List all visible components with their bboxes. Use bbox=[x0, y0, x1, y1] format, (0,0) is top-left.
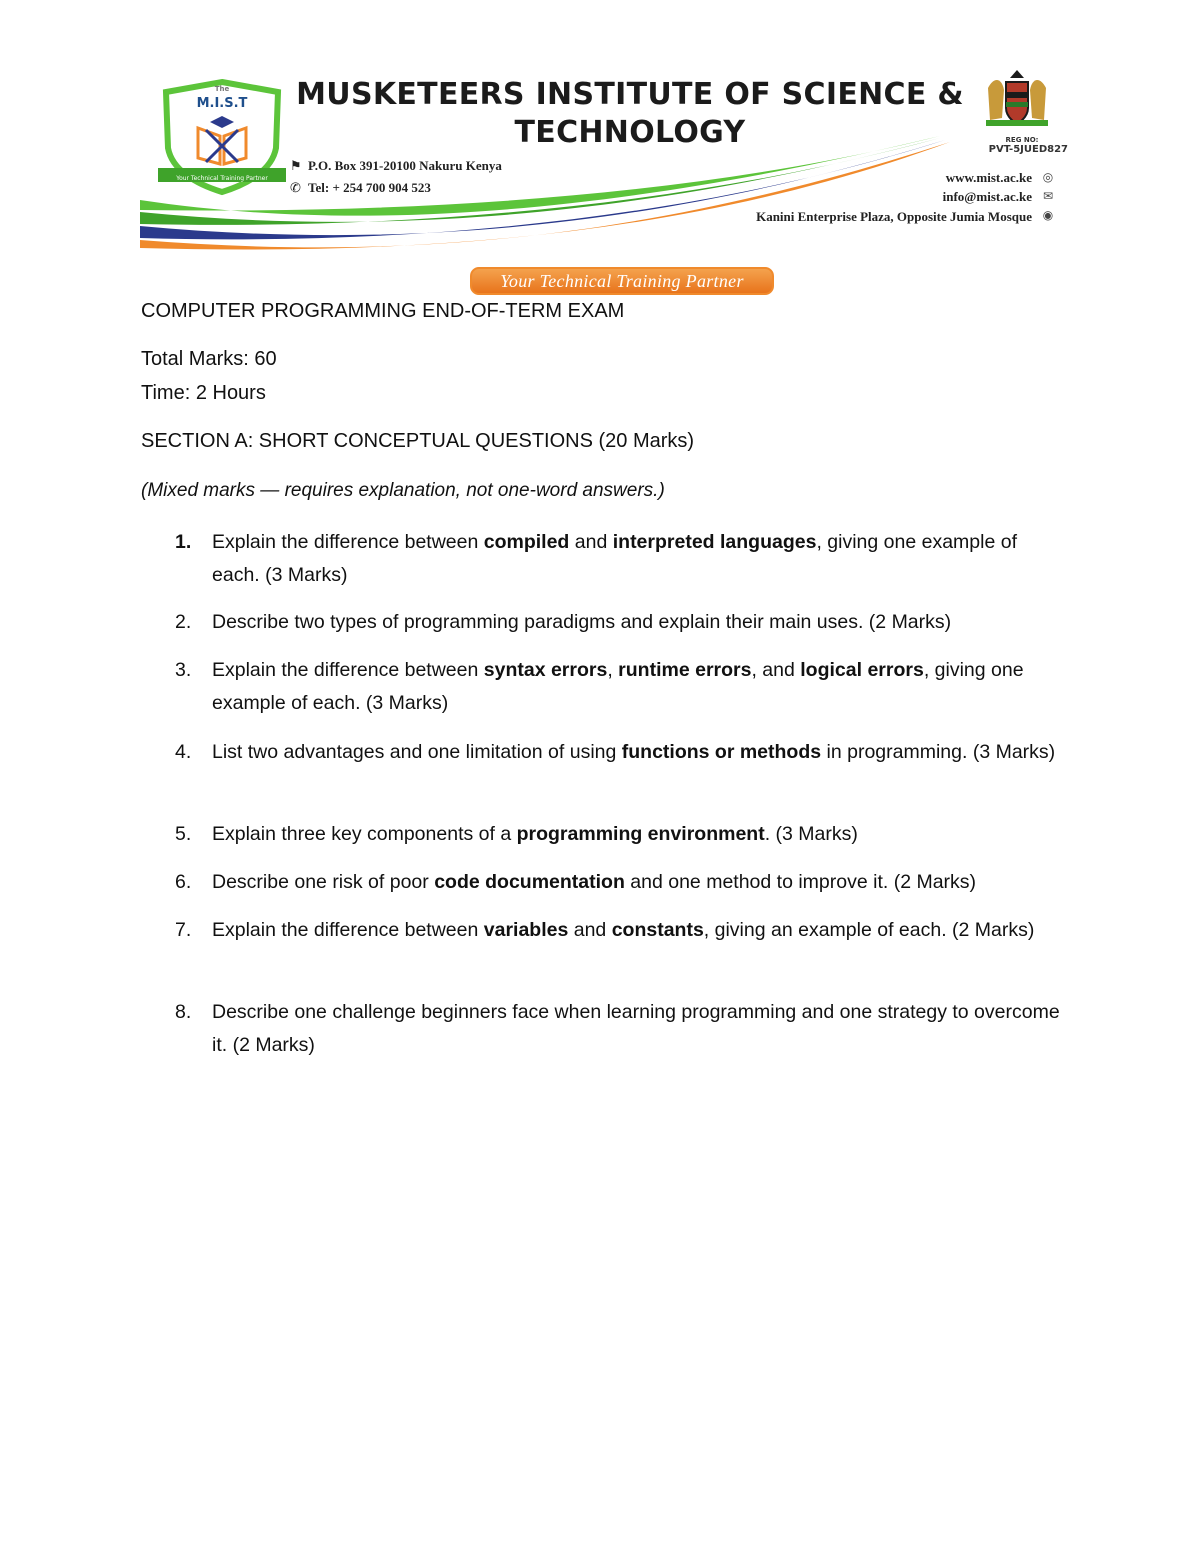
bold-term: logical errors bbox=[800, 659, 924, 681]
section-note: (Mixed marks — requires explanation, not one-word answers.) bbox=[141, 480, 665, 501]
reg-number: PVT-5JUED827 bbox=[988, 144, 1068, 155]
question-text-part: and one method to improve it. (2 Marks) bbox=[624, 871, 977, 893]
question-number: 6. bbox=[175, 871, 192, 893]
question-number: 8. bbox=[175, 1001, 192, 1023]
logo-motto: Your Technical Training Partner bbox=[176, 175, 268, 182]
bold-term: interpreted languages bbox=[612, 531, 817, 553]
question-text-part: Describe one risk of poor bbox=[212, 871, 435, 893]
question-number: 7. bbox=[175, 919, 192, 941]
question-text-part: , and bbox=[751, 659, 801, 681]
logo-small-text: The bbox=[214, 85, 230, 93]
question-text bbox=[212, 526, 1062, 592]
question-text-part: and bbox=[569, 531, 613, 553]
question-text bbox=[212, 606, 1062, 639]
exam-title: COMPUTER PROGRAMMING END-OF-TERM EXAM bbox=[141, 300, 625, 322]
bold-term: compiled bbox=[483, 531, 570, 553]
question-text-part: Explain the difference between bbox=[212, 531, 484, 553]
question-text-part: Explain three key components of a bbox=[212, 823, 517, 845]
question-text bbox=[212, 996, 1062, 1062]
question-text-part: , giving one example of each. (3 Marks) bbox=[212, 659, 1024, 714]
question-text-part: in programming. (3 Marks) bbox=[821, 741, 1056, 763]
question-text-part: . (3 Marks) bbox=[764, 823, 858, 845]
question-text-part: , bbox=[607, 659, 619, 681]
coat-of-arms-icon bbox=[980, 68, 1054, 130]
bold-term: constants bbox=[611, 919, 704, 941]
bold-term: functions or methods bbox=[621, 741, 822, 763]
question-number: 3. bbox=[175, 659, 192, 681]
question-number: 4. bbox=[175, 741, 192, 763]
bold-term: syntax errors bbox=[483, 659, 608, 681]
location-pin-icon: ⚑ bbox=[290, 159, 302, 174]
question-text-part: , giving an example of each. (2 Marks) bbox=[703, 919, 1035, 941]
question-text-part: Explain the difference between bbox=[212, 919, 484, 941]
tagline-banner bbox=[470, 267, 774, 295]
question-number: 2. bbox=[175, 611, 192, 633]
phone-icon: ✆ bbox=[290, 181, 301, 196]
phone-text: Tel: + 254 700 904 523 bbox=[308, 180, 431, 195]
bold-term: programming environment bbox=[516, 823, 765, 845]
address-line bbox=[290, 158, 502, 174]
bold-term: code documentation bbox=[434, 871, 625, 893]
address-text: P.O. Box 391-20100 Nakuru Kenya bbox=[308, 158, 502, 173]
question-text-part: and bbox=[568, 919, 612, 941]
exam-time: Time: 2 Hours bbox=[141, 382, 266, 404]
letterhead bbox=[0, 0, 1200, 310]
email-icon: ✉ bbox=[1042, 189, 1054, 203]
question-text-part: Describe one challenge beginners face when learning programming and one strategy to overcome it. (2 Marks) bbox=[212, 1001, 1060, 1056]
total-marks: Total Marks: 60 bbox=[141, 348, 277, 370]
bold-term: variables bbox=[483, 919, 569, 941]
email-text: info@mist.ac.ke bbox=[942, 189, 1032, 204]
institute-logo bbox=[158, 78, 286, 198]
question-text bbox=[212, 654, 1062, 720]
question-number: 5. bbox=[175, 823, 192, 845]
globe-icon: ◎ bbox=[1042, 170, 1054, 184]
location-text: Kanini Enterprise Plaza, Opposite Jumia Mosque bbox=[756, 209, 1032, 224]
question-text bbox=[212, 736, 1062, 769]
question-text bbox=[212, 914, 1062, 947]
question-number: 1. bbox=[175, 531, 192, 553]
question-text-part: Explain the difference between bbox=[212, 659, 484, 681]
logo-name: M.I.S.T bbox=[196, 96, 248, 111]
question-text bbox=[212, 866, 1062, 899]
question-text-part: Describe two types of programming paradigms and explain their main uses. (2 Marks) bbox=[212, 611, 952, 633]
question-text bbox=[212, 818, 1062, 851]
tagline-text: Your Technical Training Partner bbox=[500, 271, 744, 291]
map-pin-icon: ◉ bbox=[1042, 208, 1054, 222]
question-text-part: , giving one example of each. (3 Marks) bbox=[212, 531, 1017, 586]
institution-name: MUSKETEERS INSTITUTE OF SCIENCE & TECHNOLOGY bbox=[296, 77, 964, 150]
section-title: SECTION A: SHORT CONCEPTUAL QUESTIONS (20 Marks) bbox=[141, 430, 695, 452]
phone-line bbox=[290, 180, 431, 196]
website-text: www.mist.ac.ke bbox=[945, 170, 1032, 185]
question-text-part: List two advantages and one limitation of using bbox=[212, 741, 622, 763]
reg-label: REG NO: bbox=[1005, 136, 1039, 144]
bold-term: runtime errors bbox=[618, 659, 752, 681]
